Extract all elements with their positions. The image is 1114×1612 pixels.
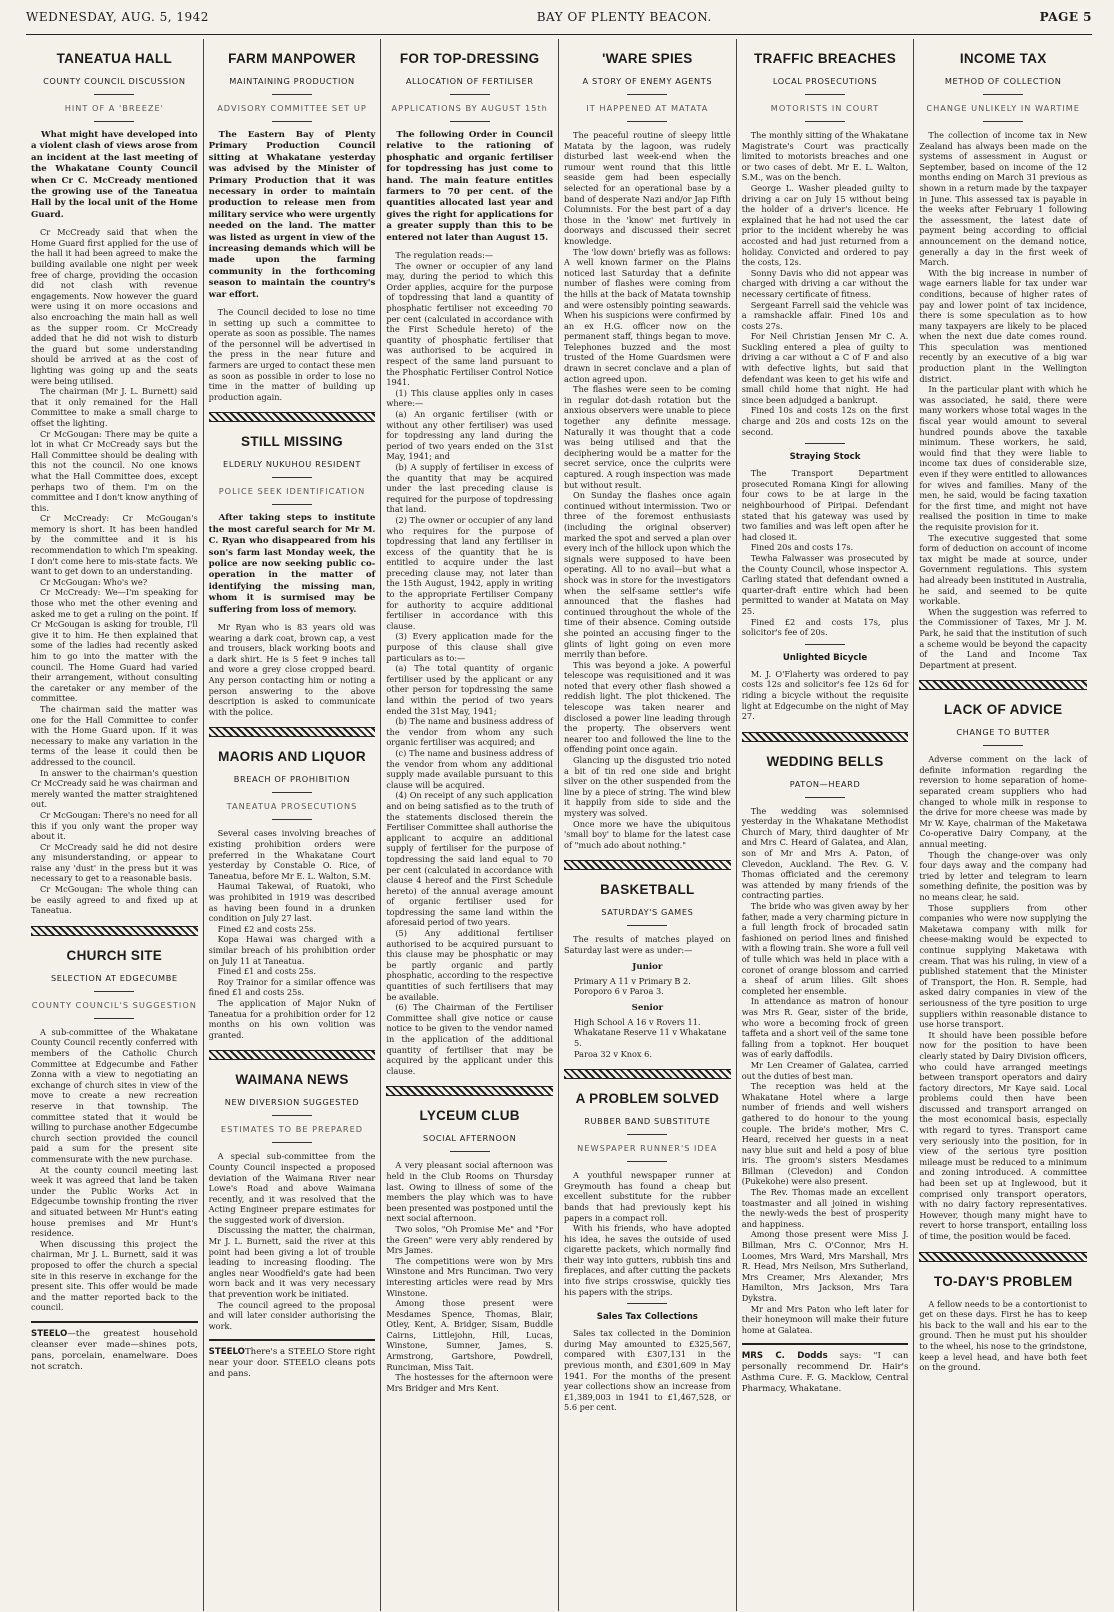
article-paragraph: (5) Any additional fertiliser authorised to be acquired pursuant to this clause may be phosphatic or may be partly organic and partly phosphatic, according to the respective quantities of such fertilisers that may be available. <box>386 928 554 1002</box>
article-divider <box>386 1086 553 1096</box>
result-line: Primary A 11 v Primary B 2. <box>574 975 691 986</box>
subheading-rule <box>272 94 312 95</box>
article-paragraph: Cr McGougan: There may be quite a lot in what Cr McCready says but the Hall Committee should be dealing with this not the council. No one knows what the Hall Committee does, except perhaps two of them. I'm on the committee and I don't know anything of this. <box>31 428 198 513</box>
article-headline: Sales Tax Collections <box>596 1312 698 1323</box>
result-line: Whakatane Reserve 11 v Whakatane 5. <box>574 1027 727 1048</box>
article <box>564 1069 731 1297</box>
article-lead: What might have developed into a violent clash of views arose from an incident at the last meeting of the Whakatane County Council when Cr C. McCready mentioned the growing use of the Taneatua Hall by the local unit of the Home Guard. <box>31 130 198 220</box>
article-paragraph: (a) The total quantity of organic fertiliser used by the applicant or any other person for topdressing the same land within the period of two years ended the 31st May, 1941; <box>386 663 554 716</box>
advertisement <box>31 1321 198 1373</box>
article-lead: The Eastern Bay of Plenty Primary Production Council sitting at Whakatane yesterday was advised by the Minister of Primary Production that it was necessary in order to maintain production to release men from military service who were urgently needed on the land. The matter was listed as urgent in view of the increasing demands which will be made upon the farming community in the forthcoming season to maintain the country's war effort. <box>208 130 376 300</box>
article-paragraph: (1) This clause applies only in cases where:— <box>386 387 554 409</box>
ad-text: There's a STEELO Store right near your door. STEELO cleans pots and pans. <box>208 1347 376 1380</box>
article-paragraph: Fined £2 and costs 25s. <box>217 923 316 934</box>
subheading-rule <box>272 819 312 820</box>
article-headline: INCOME TAX <box>959 51 1047 66</box>
subheading-rule <box>272 1142 312 1143</box>
masthead <box>26 0 1092 35</box>
article <box>919 680 1087 1241</box>
article-paragraph: George L. Washer pleaded guilty to driving a car on July 15 without being the holder of a driver's licence. He explained that he had not used the car prior to the incident whereby he was accosted and had just returned from a holiday. Convicted and ordered to pay the costs, 12s. <box>741 182 909 268</box>
subheading-rule <box>272 504 312 505</box>
article-divider <box>919 680 1087 690</box>
article-paragraph: The council agreed to the proposal and will later consider authorising the work. <box>208 1299 376 1331</box>
article-paragraph: With his friends, who have adopted his idea, he saves the outside of used cigarette packets, which normally find their way into gutters, rubbish tins and fireplaces, and after cutting the packets into five strips crosswise, quickly ties his papers with the strips. <box>564 1223 731 1297</box>
article-subheading: MOTORISTS IN COURT <box>770 103 880 113</box>
issue-date: WEDNESDAY, AUG. 5, 1942 <box>26 10 209 24</box>
article-divider <box>564 860 731 870</box>
article-subheading: SELECTION AT EDGECUMBE <box>50 972 178 983</box>
article-paragraph: When discussing this project the chairman, Mr J. L. Burnett, said it was proposed to offer the church a special site in this reserve in exchange for the present site. This offer would be made and the matter reported back to the council. <box>31 1238 198 1313</box>
article-paragraph: The chairman said the matter was one for the Hall Committee to confer with the Home Guard upon. If it was necessary to make any variation in the terms of the lease it could then be addressed to the council. <box>31 703 198 767</box>
article-paragraph: The results of matches played on Saturday last were as under:— <box>564 934 731 955</box>
article-paragraph: Two solos, "Oh Promise Me" and "For the Green" were very ably rendered by Mrs James. <box>386 1223 554 1256</box>
article-subheading: SATURDAY'S GAMES <box>601 907 694 918</box>
article-headline: FOR TOP-DRESSING <box>399 51 540 66</box>
article <box>209 1050 376 1331</box>
article <box>564 1303 731 1413</box>
article-headline: CHURCH SITE <box>66 947 163 963</box>
article-paragraph: Fined £2 and costs 17s, plus solicitor's fee of 20s. <box>741 616 909 638</box>
article-paragraph: (2) The owner or occupier of any land who requires for the purpose of topdressing that land any fertiliser in excess of the quantity that he is entitled to acquire under the last preceding clause may, not later than the 15th August, 1942, apply in writing to the appropriate Fertiliser Company for authority to acquire additional fertiliser in accordance with this clause. <box>386 514 554 631</box>
subheading-rule <box>983 745 1023 746</box>
article-paragraph: A special sub-committee from the County Council inspected a proposed deviation of the Waimana River near Lowe's Road and above Waimana recently, and it was resolved that the Acting Engineer prepare estimates for the suggested work of diversion. <box>208 1151 376 1225</box>
article-lead: After taking steps to institute the most careful search for Mr M. C. Ryan who disappeared from his son's farm last Monday week, the police are now seeking public co-operation in the matter of identifying the missing man, whom it is surmised may be suffering from loss of memory. <box>208 513 376 615</box>
article-subheading: NEWSPAPER RUNNER'S IDEA <box>577 1143 718 1154</box>
article-paragraph: A very pleasant social afternoon was held in the Club Rooms on Thursday last. Owing to illness of some of the members the play which was to have been presented was postponed until the next social afternoon. <box>386 1160 554 1224</box>
article-paragraph: Sales tax collected in the Dominion during May amounted to £325,567, compared with £307,131 in the previous month, and £301,609 in May 1941. For the months of the present year collections show an increase from £1,389,003 in 1941 to £1,467,528, or 5.6 per cent. <box>564 1328 731 1413</box>
article-subheading: A STORY OF ENEMY AGENTS <box>582 76 713 86</box>
article-paragraph: The Rev. Thomas made an excellent toastmaster and all joined in wishing the newly-weds the best of prosperity and happiness. <box>741 1187 909 1229</box>
subheading-rule <box>627 925 667 926</box>
ad-text: —the greatest household cleanser ever made—shines pots, pans, porcelain, enamelware. Does not scratch. <box>31 1328 198 1372</box>
article-subheading: PATON—HEARD <box>789 778 861 789</box>
article-paragraph: A fellow needs to be a contortionist to get on these days. First he has to keep his back to the wall and his ear to the ground. Then he must put his shoulder to the wheel, his nose to the grindstone, keep a level head, and have both feet on the ground. <box>919 1298 1088 1373</box>
article <box>209 51 376 402</box>
article-headline: 'WARE SPIES <box>602 51 693 66</box>
subheading-rule <box>450 94 490 95</box>
article <box>564 51 731 850</box>
article-subheading: METHOD OF COLLECTION <box>944 76 1062 86</box>
article-paragraph: Among those present were Mesdames Spence, Thomas, Blair, Otley, Kent, A. Bridger, Sisam, Buddle Cairns, Littlejohn, Hill, Lucas, Winstone, Sumner, James, S. Armstrong, Gartshore, Powdrell, Runciman, Miss Tait. <box>386 1298 554 1372</box>
article-paragraph: (4) On receipt of any such application and on being satisfied as to the truth of the statements disclosed therein the Fertiliser Committee shall authorise the applicant to acquire an additional supply of fertiliser for the purpose of topdressing the said land equal to 70 per cent (calculated in accordance with clause 4 hereof and the First Schedule hereto) of the annual average amount of organic fertiliser used for topdressing the same land within the aforesaid period of two years. <box>386 790 554 928</box>
subheading-rule <box>805 797 845 798</box>
subheading-rule <box>983 121 1023 122</box>
ad-brand: MRS C. Dodds <box>741 1351 828 1362</box>
article-headline: WAIMANA NEWS <box>235 1072 349 1088</box>
subheading-rule <box>627 1161 667 1162</box>
article-paragraph: (b) A supply of fertiliser in excess of the quantity that may be acquired under the last preceding clause is required for the purpose of topdressing that land. <box>386 461 554 515</box>
subheading-rule <box>94 121 134 122</box>
subheading-rule <box>272 121 312 122</box>
column-2 <box>204 39 382 1611</box>
article <box>386 1086 553 1393</box>
article-paragraph: Adverse comment on the lack of definite information regarding the reversion to home separation of home-separated cream suppliers who had changed to whole milk in response to the drive for more cheese was made by Mr W. Kaye, chairman of the Maketawa Co-operative Dairy Company, at the annual meeting. <box>919 754 1088 850</box>
column-1 <box>26 39 204 1611</box>
article-headline: STILL MISSING <box>241 434 343 450</box>
subheading-rule <box>805 94 845 95</box>
article-divider <box>209 1050 376 1060</box>
article-paragraph: (c) The name and business address of the vendor from whom any additional supply made available pursuant to this clause will be acquired. <box>386 747 554 790</box>
article-paragraph: The wedding was solemnised yesterday in the Whakatane Methodist Church of Mary, third daughter of Mr and Mrs C. Heard of Galatea, and Alan, son of Mr and Mrs A. Paton, of Clevedon, Auckland. The Rev. G. V. Thomas officiated and the ceremony was attended by many friends of the contracting parties. <box>741 805 909 901</box>
subheading-rule <box>805 121 845 122</box>
result-line: High School A 16 v Rovers 11. <box>574 1016 701 1027</box>
article-paragraph: Discussing the matter, the chairman, Mr J. L. Burnett, said the river at this point had been giving a lot of trouble leading to increasing flooding. The angles near Woodfield's gate had been worn back and it was very necessary that prevention work be initiated. <box>208 1225 376 1300</box>
article-paragraph: A sub-committee of the Whakatane County Council recently conferred with members of the Catholic Church Committee at Edgecumbe and Father Zonna with a view to negotiating an exchange of church sites in view of the move to create a new recreation reserve in that township. The committee stated that it would be willing to purchase another Edgecumbe church section provided the council paid a sum for the present site commensurate with the new purchase. <box>31 1026 198 1164</box>
article-paragraph: The collection of income tax in New Zealand has always been made on the systems of assessment in August or September, based on income of the 12 months ending on March 31 previous as shown in a return made by the taxpayer in June. This assessed tax is payable in the weeks after February 1 following the assessment, the latest date of payment being according to official announcement on the demand notice, generally a day in the first week of March. <box>919 130 1088 268</box>
article-paragraph: Cr McCready said that when the Home Guard first applied for the use of the hall it had been agreed to make the building available one night per week free of charge, providing the occasion did not clash with revenue engagements. Now however the guard were using it on more occasions and also encroaching the main hall as well as the supper room. Cr McCready added that he did not wish to disturb the guard but some understanding should be arrived at as the cost of lighting was going up and the seats were being utilised. <box>31 227 198 386</box>
article-paragraph: The owner or occupier of any land may, during the period to which this Order applies, acquire for the purpose of topdressing that land a quantity of phosphatic fertiliser not exceeding 70 per cent (calculated in accordance with the First Schedule hereto) of the quantity of phosphatic fertiliser that was authorised to be acquired in respect of the same land pursuant to the Phosphatic Fertiliser Control Notice 1941. <box>386 260 554 388</box>
column-6 <box>914 39 1092 1611</box>
article <box>209 412 376 717</box>
article-paragraph: The regulation reads:— <box>395 250 494 261</box>
article-paragraph: (a) An organic fertiliser (with or without any other fertiliser) was used for topdressing any land during the period of two years ended on the 31st May, 1941; and <box>386 408 554 462</box>
article-subheading: NEW DIVERSION SUGGESTED <box>224 1097 360 1108</box>
article <box>742 644 909 722</box>
subheading-rule <box>450 121 490 122</box>
article-paragraph: The 'low down' briefly was as follows: A well known farmer on the Plains noticed last Saturday that a definite number of flashes were coming from the hills at the back of Matata township and were ostensibly pointing seawards. When his suspicions were confirmed by an ex H.G. officer now on the permanent staff, things began to move. Telephones buzzed and the most trusted of the Home Guardsmen were drawn in secret conclave and a plan of action agreed upon. <box>564 246 731 384</box>
article-paragraph: The chairman (Mr J. L. Burnett) said that it only remained for the Hall Committee to make a small charge to offset the lighting. <box>31 386 198 428</box>
advertisement <box>209 1339 376 1380</box>
article-subheading: SOCIAL AFTERNOON <box>423 1133 517 1144</box>
article <box>919 1252 1087 1373</box>
article-headline: BASKETBALL <box>600 882 695 898</box>
article <box>31 926 198 1313</box>
article-paragraph: Mr and Mrs Paton who left later for their honeymoon will make their future home at Galatea. <box>741 1303 909 1335</box>
article-lead: The following Order in Council relative to the rationing of phosphatic and organic fertiliser for topdressing has just come to hand. The main feature entitles farmers to 70 per cent. of the quantities allocated last year and gives the right for applications for a greater supply than this to be entered not later than August 15. <box>386 130 554 243</box>
article-paragraph: The executive suggested that some form of deduction on account of income tax might be made at source, under Government regulations. This system had already been instituted in Australia, he said, and seemed to be quite workable. <box>919 532 1088 607</box>
article <box>31 51 198 916</box>
article-subheading: POLICE SEEK IDENTIFICATION <box>218 486 366 497</box>
article-divider <box>919 1252 1087 1262</box>
ad-brand: STEELO <box>208 1347 245 1358</box>
subheading-rule <box>94 1018 134 1019</box>
article-divider <box>209 727 376 737</box>
article-paragraph: It should have been possible before now for the position to have been clearly stated by Dairy Division officers, who could have arranged meetings between transport operators and dairy factory directors, Mr Kaye said. Local problems could then have been discussed and transport arranged on the most economical basis, especially with regard to tyres. Transport came very seriously into the position, for in view of the serious tyre position mileage must be reduced to a minimum and zoning introduced. A committee had been set up at Inglewood, but it comprised only transport operators, with no dairy factory representatives. However, though many might have to revert to horse transport, entailing loss of time, the position would be faced. <box>919 1029 1088 1241</box>
article-subheading: HINT OF A 'BREEZE' <box>64 103 164 113</box>
article-divider <box>742 732 909 742</box>
article-subheading: COUNTY COUNCIL'S SUGGESTION <box>31 999 197 1010</box>
article-paragraph: Those suppliers from other companies who were now supplying the Maketawa company with milk for cheese-making would be expected to continue supplying Maketawa with cream. That was his ruling, in view of a published statement that the Minister of Transport, the Hon. R. Semple, had asked dairy companies in view of the seriousness of the tyre position to urge suppliers within reasonable distance to use horse transport. <box>919 902 1088 1030</box>
article-subheading: IT HAPPENED AT MATATA <box>586 103 709 113</box>
article-subheading: LOCAL PROSECUTIONS <box>772 76 878 86</box>
article-divider <box>805 644 845 645</box>
article-subheading: APPLICATIONS BY AUGUST 15th <box>391 103 548 113</box>
article-subheading: TANEATUA PROSECUTIONS <box>226 801 358 812</box>
article-paragraph: This was beyond a joke. A powerful telescope was requisitioned and it was noted that every other flash showed a reddish light. The plot thickened. The telescope was taken nearer and disclosed a power line leading through the property. The observers went nearer too and followed the line to the offending point once again. <box>564 659 731 755</box>
article-paragraph: Fined 10s and costs 12s on the first charge and 20s and costs 12s on the second. <box>741 405 909 437</box>
subheading-rule <box>627 94 667 95</box>
ad-text: says: "I can personally recommend Dr. Hair's Asthma Cure. F. G. Macklow, Central Pharmacy, Whakatane. <box>741 1351 909 1395</box>
article-paragraph: Sergeant Farrell said the vehicle was a ramshackle affair. Fined 10s and costs 27s. <box>741 299 909 331</box>
article-paragraph: The application of Major Nukn of Taneatua for a prohibition order for 12 months on his own volition was granted. <box>208 997 376 1040</box>
subheading-rule <box>983 94 1023 95</box>
article-paragraph: (6) The Chairman of the Fertiliser Committee shall give notice or cause notice to be given to the vendor named in the application of the additional quantity of fertiliser that may be acquired by the applicant under this clause. <box>386 1002 554 1076</box>
column-4 <box>559 39 737 1611</box>
article-paragraph: Haumai Takewai, of Ruatoki, who was prohibited in 1919 was described as having been found in a drunken condition on July 27 last. <box>208 881 376 924</box>
column-3 <box>381 39 559 1611</box>
article-paragraph: With the big increase in number of wage earners liable for tax under war conditions, because of higher rates of pay and lower point of tax incidence, there is some speculation as to how many taxpayers are likely to be placed when the next due date comes round. This speculation was mentioned recently by an executive of a big war production plant in the Wellington district. <box>919 267 1088 384</box>
article-headline: LACK OF ADVICE <box>943 702 1063 718</box>
article-paragraph: Once more we have the ubiquitous 'small boy' to blame for the latest case of "much ado about nothing." <box>564 818 731 850</box>
advertisement <box>742 1343 909 1395</box>
article-subheading: CHANGE UNLIKELY IN WARTIME <box>926 103 1080 113</box>
subheading-rule <box>272 1115 312 1116</box>
article-headline: Straying Stock <box>789 452 861 463</box>
article-subheading: CHANGE TO BUTTER <box>956 727 1051 738</box>
article-headline: MAORIS AND LIQUOR <box>218 749 366 765</box>
article-paragraph: Cr McCready: We—I'm speaking for those who met the other evening and asked me to get a ruling on the point. If Cr McGougan is asking for trouble, I'll give it to him. He then explained that some of the ladies had recently asked him to go into the matter with the council. The Home Guard had varied their arrangement, without consulting the caretaker or any member of the committee. <box>31 587 198 704</box>
article-paragraph: The competitions were won by Mrs Winstone and Mrs Runciman. Two very interesting articles were read by Mrs Winstone. <box>386 1255 554 1298</box>
article-paragraph: M. J. O'Flaherty was ordered to pay costs 12s and solicitor's fee 12s 6d for riding a bicycle without the requisite light at Edgecumbe on the night of May 27. <box>741 668 909 722</box>
article <box>919 51 1087 670</box>
results-group-label: Junior <box>632 961 663 972</box>
article-subheading: ADVISORY COMMITTEE SET UP <box>217 103 367 113</box>
article-paragraph: The peaceful routine of sleepy little Matata by the lagoon, was rudely disturbed last week-end when the rumour went round that this little seaside gem had been especially selected for an operational base by a band of desperate Nazi and/or Jap Fifth Columnists. For the best part of a day those in the 'know' met furtively in doorways and discussed their secret knowledge. <box>564 130 731 246</box>
article-subheading: MAINTAINING PRODUCTION <box>229 76 355 86</box>
article <box>564 860 731 1059</box>
article-paragraph: The flashes were seen to be coming in regular dot-dash rotation but the anxious observers were unable to piece together any definite message. Naturally it was thought that a code was being utilised and that the deciphering would be a matter for the secret service, once the culprits were captured. A rough inspection was made but without result. <box>564 384 731 490</box>
article <box>386 51 553 1076</box>
subheading-rule <box>450 1151 490 1152</box>
article-paragraph: In answer to the chairman's question Cr McCready said he was chairman and merely wanted the matter straightened out. <box>31 767 198 810</box>
article-paragraph: Glancing up the disgusted trio noted a bit of tin red one side and bright silver on the other suspended from the line by a piece of string. The wind blew it happily from side to side and the mystery was solved. <box>564 755 731 818</box>
article-paragraph: When the suggestion was referred to the Commissioner of Taxes, Mr J. M. Park, he said that the institution of such a scheme would be beyond the capacity of the Land and Income Tax Department at present. <box>919 606 1088 670</box>
article-paragraph: Tewha Falwasser was prosecuted by the County Council, whose inspector A. Carling stated that defendant owned a quarter-draft entire which had been permitted to wander at Matata on May 25. <box>741 552 909 616</box>
article-subheading: RUBBER BAND SUBSTITUTE <box>584 1116 711 1127</box>
article-headline: FARM MANPOWER <box>228 51 356 66</box>
article-paragraph: At the county council meeting last week it was agreed that land be taken under the Public Works Act in Edgecumbe township fronting the river and situated between Mr Hunt's eating house premises and Mr Hunt's residence. <box>31 1164 198 1239</box>
article-paragraph: The monthly sitting of the Whakatane Magistrate's Court was practically limited to motorists breaches and one or two cases of debt. Mr E. L. Walton, S.M., was on the bench. <box>741 130 909 183</box>
article-paragraph: Among those present were Miss J. Billman, Mrs C. O'Connor, Mrs H. Loomes, Mrs Ward, Mrs Marshall, Mrs R. Head, Mrs Neilson, Mrs Sutherland, Mrs Creamer, Mrs Alexander, Mrs Hamilton, Mrs Jackson, Mrs Tara Dykstra. <box>741 1229 909 1303</box>
article-paragraph: (3) Every application made for the purpose of this clause shall give particulars as to:— <box>386 631 554 663</box>
article-subheading: COUNTY COUNCIL DISCUSSION <box>43 76 186 86</box>
subheading-rule <box>627 121 667 122</box>
article-paragraph: Several cases involving breaches of existing prohibition orders were preferred in the Whakatane Court yesterday by Constable O. Rice, of Taneatua, before Mr E. L. Walton, S.M. <box>208 828 376 881</box>
article-paragraph: The reception was held at the Whakatane Hotel where a large number of friends and well wishers gathered to do honour to the young couple. The bride's mother, Mrs C. Heard, received her guests in a neat navy blue suit and held a posy of blue iris. The groom's sisters Mesdames Billman (Clevedon) and Condon (Pukekohe) were also present. <box>741 1081 909 1187</box>
article-headline: LYCEUM CLUB <box>419 1108 520 1124</box>
article-headline: WEDDING BELLS <box>766 753 884 769</box>
article-paragraph: The bride who was given away by her father, made a very charming picture in a full length frock of brocaded satin fashioned on period lines and finished with a flowing train. She wore a full veil of tulle which was held in place with a coronet of orange blossom and carried a sheaf of arum lilies. Gilt shoes completed her ensemble. <box>741 901 909 996</box>
page-number: PAGE 5 <box>1039 10 1092 24</box>
result-line: Poroporo 6 v Paroa 3. <box>574 986 664 997</box>
article-divider <box>564 1069 731 1079</box>
subheading-rule <box>627 1134 667 1135</box>
newspaper-title: BAY OF PLENTY BEACON. <box>536 10 712 24</box>
article-divider <box>627 1303 667 1304</box>
subheading-rule <box>272 792 312 793</box>
subheading-rule <box>272 477 312 478</box>
article-paragraph: Mr Len Creamer of Galatea, carried out the duties of best man. <box>741 1059 909 1081</box>
article <box>742 443 909 638</box>
article <box>742 51 909 437</box>
article-paragraph: On Sunday the flashes once again continued without intermission. Two or three of the foremost enthusiasts (including the original observer) marked the spot and served a plan over every inch of the hillock upon which the signals were supposed to have been operating. All to no avail—but what a shock was in store for the investigators when the self-same settler's wife announced that the flashes had continued throughout the whole of the time of their absence. Coming outside she pointed an accusing finger to the glints of light going on even more merrily than before. <box>564 490 731 660</box>
article-paragraph: Kopa Hawai was charged with a similar breach of his prohibition order on July 11 at Taneatua. <box>208 934 376 966</box>
article-headline: A PROBLEM SOLVED <box>575 1091 720 1107</box>
column-5 <box>737 39 915 1611</box>
columns <box>26 39 1092 1611</box>
article-paragraph: In attendance as matron of honour was Mrs R. Gear, sister of the bride, who wore a becoming frock of green taffeta and a short veil of the same tone falling from a topknot. Her bouquet was of early daffodils. <box>741 996 909 1060</box>
article-divider <box>805 443 845 444</box>
article-headline: Unlighted Bicycle <box>782 652 868 663</box>
article-paragraph: A youthful newspaper runner at Greymouth has found a cheap but excellent substitute for the rubber bands that had previously kept his papers in a compact roll. <box>564 1170 731 1223</box>
article <box>209 727 376 1040</box>
article-paragraph: For Neil Christian Jensen Mr C. A. Suckling entered a plea of guilty to driving a car without a C of F and also with defective lights, but said that defendant was keen to get his wife and small child home that night. He had since been adjudged a bankrupt. <box>741 331 909 405</box>
article-paragraph: Cr McGougan: The whole thing can be easily agreed to and fixed up at Taneatua. <box>31 884 198 916</box>
article-paragraph: Fined £1 and costs 25s. <box>217 966 316 977</box>
article-paragraph: The Transport Department prosecuted Romana Kingi for allowing four cows to be at large in the neighbourhood of Piripai. Defendant stated that his gateway was used by two families and was left open after he had closed it. <box>741 468 909 542</box>
article-subheading: ESTIMATES TO BE PREPARED <box>220 1124 364 1135</box>
article-headline: TRAFFIC BREACHES <box>753 51 897 66</box>
article-headline: TANEATUA HALL <box>56 51 173 66</box>
article-divider <box>209 412 376 422</box>
article-subheading: ALLOCATION OF FERTILISER <box>405 76 534 86</box>
article-paragraph: Though the change-over was only four days away and the company had tried by letter and telegram to learn something definite, the position was by no means clear, he said. <box>919 849 1088 902</box>
subheading-rule <box>94 94 134 95</box>
subheading-rule <box>94 991 134 992</box>
article-paragraph: Roy Trainor for a similar offence was fined £1 and costs 25s. <box>208 976 376 998</box>
result-line: Paroa 32 v Knox 6. <box>574 1048 652 1059</box>
article-paragraph: Fined 20s and costs 17s. <box>750 542 854 553</box>
article-paragraph: Cr McGougan: There's no need for all this if you only want the proper way about it. <box>31 809 198 842</box>
article-paragraph: Cr McGougan: Who's we? <box>40 576 148 587</box>
article-subheading: ELDERLY NUKUHOU RESIDENT <box>223 459 361 470</box>
article-paragraph: (b) The name and business address of the vendor from whom any such organic fertiliser was acquired; and <box>386 716 554 748</box>
article <box>742 732 909 1336</box>
article-paragraph: Cr McCready: Cr McGougan's memory is short. It has been handled by the committee and it is his recommendation to which I'm speaking. I don't come here to mis-state facts. We want to get down to an understanding. <box>31 513 198 577</box>
article-headline: TO-DAY'S PROBLEM <box>933 1273 1073 1289</box>
article-paragraph: The hostesses for the afternoon were Mrs Bridger and Mrs Kent. <box>386 1372 554 1393</box>
article-subheading: BREACH OF PROHIBITION <box>233 774 351 785</box>
article-divider <box>31 926 198 936</box>
article-paragraph: Sonny Davis who did not appear was charged with driving a car without the necessary certificate of fitness. <box>741 267 909 299</box>
results-group-label: Senior <box>631 1002 664 1013</box>
article-paragraph: In the particular plant with which he was associated, he said, there were many workers whose total wages in the fiscal year would amount to several hundred pounds above the taxable minimum. These workers, he said, would find that they were liable to income tax dues of considerable size, even if they were entitled to allowances for wives and families. Many of the men, he said, would be facing taxation for the first time, and might not have realised the position in time to make the requisite provision for it. <box>919 384 1088 532</box>
article-paragraph: The Council decided to lose no time in setting up such a committee to operate as soon as possible. The names of the personnel will be advertised in the press in the near future and farmers are urged to contact these men as soon as possible in order to lose no time in the matter of building up production again. <box>208 307 376 402</box>
article-paragraph: Mr Ryan who is 83 years old was wearing a dark coat, brown cap, a vest and trousers, black working boots and a dark shirt. He is 5 feet 9 inches tall and wore a grey close cropped beard. Any person contacting him or noting a person answering to the above description is asked to communicate with the police. <box>208 622 376 717</box>
article-paragraph: Cr McCready said he did not desire any misunderstanding, or appear to raise any 'dust' in the press but it was necessary to get to a reasonable basis. <box>31 841 198 884</box>
ad-brand: STEELO <box>31 1328 68 1339</box>
